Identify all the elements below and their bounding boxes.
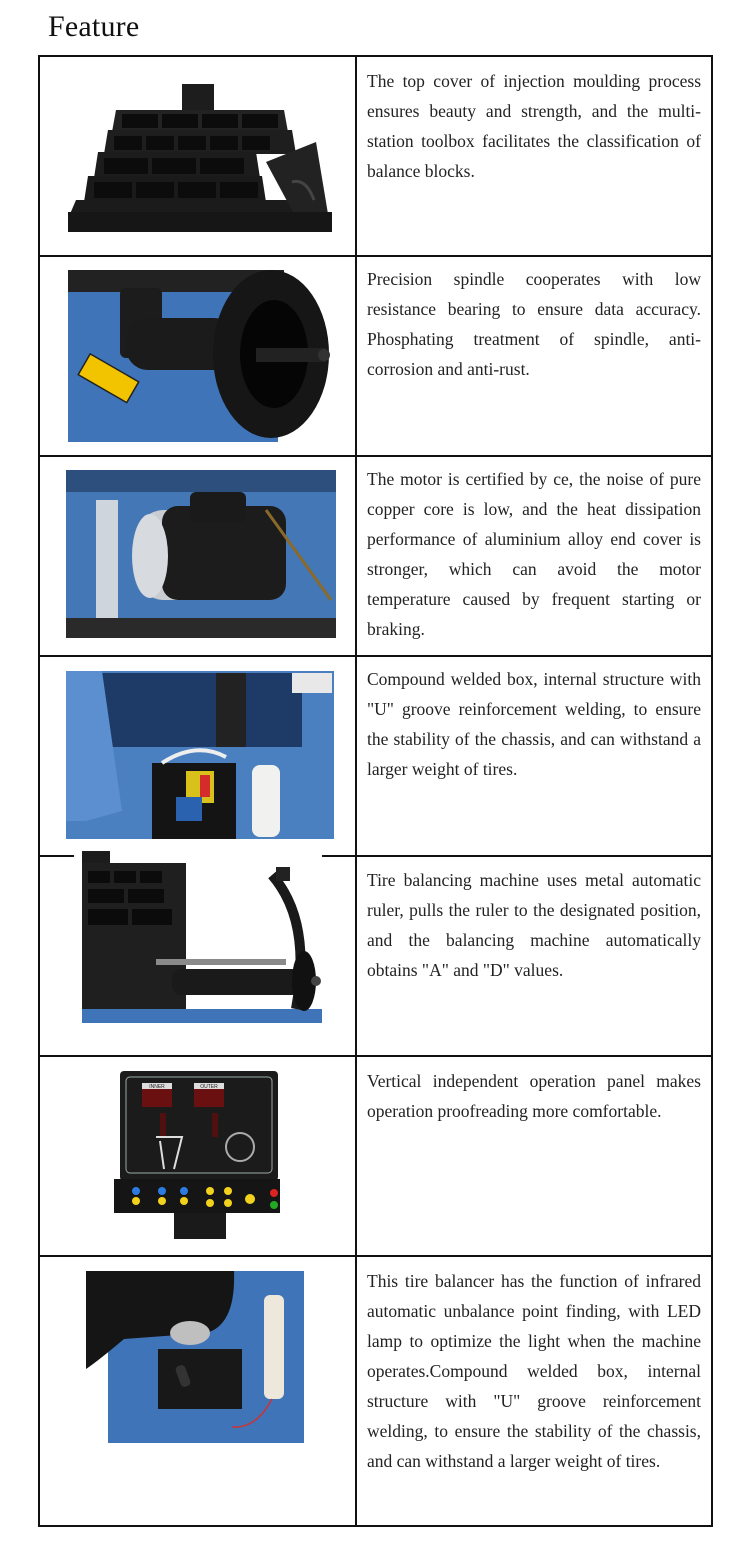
motor-image	[66, 470, 336, 638]
page-title: Feature	[48, 10, 140, 43]
feature-description: Compound welded box, internal structure with "U" groove reinforcement welding, to ensure the stability of the chassis, and can withstand a larger weight of tires.	[367, 669, 701, 779]
infrared-led-lamp-image	[86, 1269, 308, 1445]
feature-table	[38, 55, 713, 1527]
feature-description: Vertical independent operation panel makes operation proofreading more comfortable.	[367, 1071, 701, 1121]
feature-description: The motor is certified by ce, the noise of pure copper core is low, and the heat dissipation performance of aluminium alloy end cover is stronger, which can avoid the motor temperature caused by frequent starting or braking.	[367, 469, 701, 639]
automatic-ruler-image	[82, 851, 322, 1029]
inner-label: INNER	[149, 1084, 165, 1090]
row-divider	[40, 655, 711, 657]
feature-description: Tire balancing machine uses metal automatic ruler, pulls the ruler to the designated position, and the balancing machine automatically obtains "A" and "D" values.	[367, 870, 701, 980]
column-divider	[355, 57, 357, 1525]
operation-panel-image	[112, 1069, 282, 1241]
feature-description: This tire balancer has the function of infrared automatic unbalance point finding, with LED lamp to optimize the light when the machine operates.Compound welded box, internal structure with "U" groove reinforcement welding, to ensure the stability of the chassis, and can withstand a larger weight of tires.	[367, 1271, 701, 1471]
welded-box-circuit-image	[66, 671, 334, 839]
row-divider	[40, 1255, 711, 1257]
outer-label: OUTER	[200, 1084, 218, 1090]
toolbox-tray-image	[66, 82, 336, 234]
row-divider	[40, 455, 711, 457]
row-divider	[40, 255, 711, 257]
spindle-image	[66, 268, 336, 444]
feature-description: The top cover of injection moulding process ensures beauty and strength, and the multi-station toolbox facilitates the classification of balance blocks.	[367, 71, 701, 181]
feature-description: Precision spindle cooperates with low resistance bearing to ensure data accuracy. Phosphating treatment of spindle, anti-corrosion and anti-rust.	[367, 269, 701, 379]
row-divider	[40, 1055, 711, 1057]
